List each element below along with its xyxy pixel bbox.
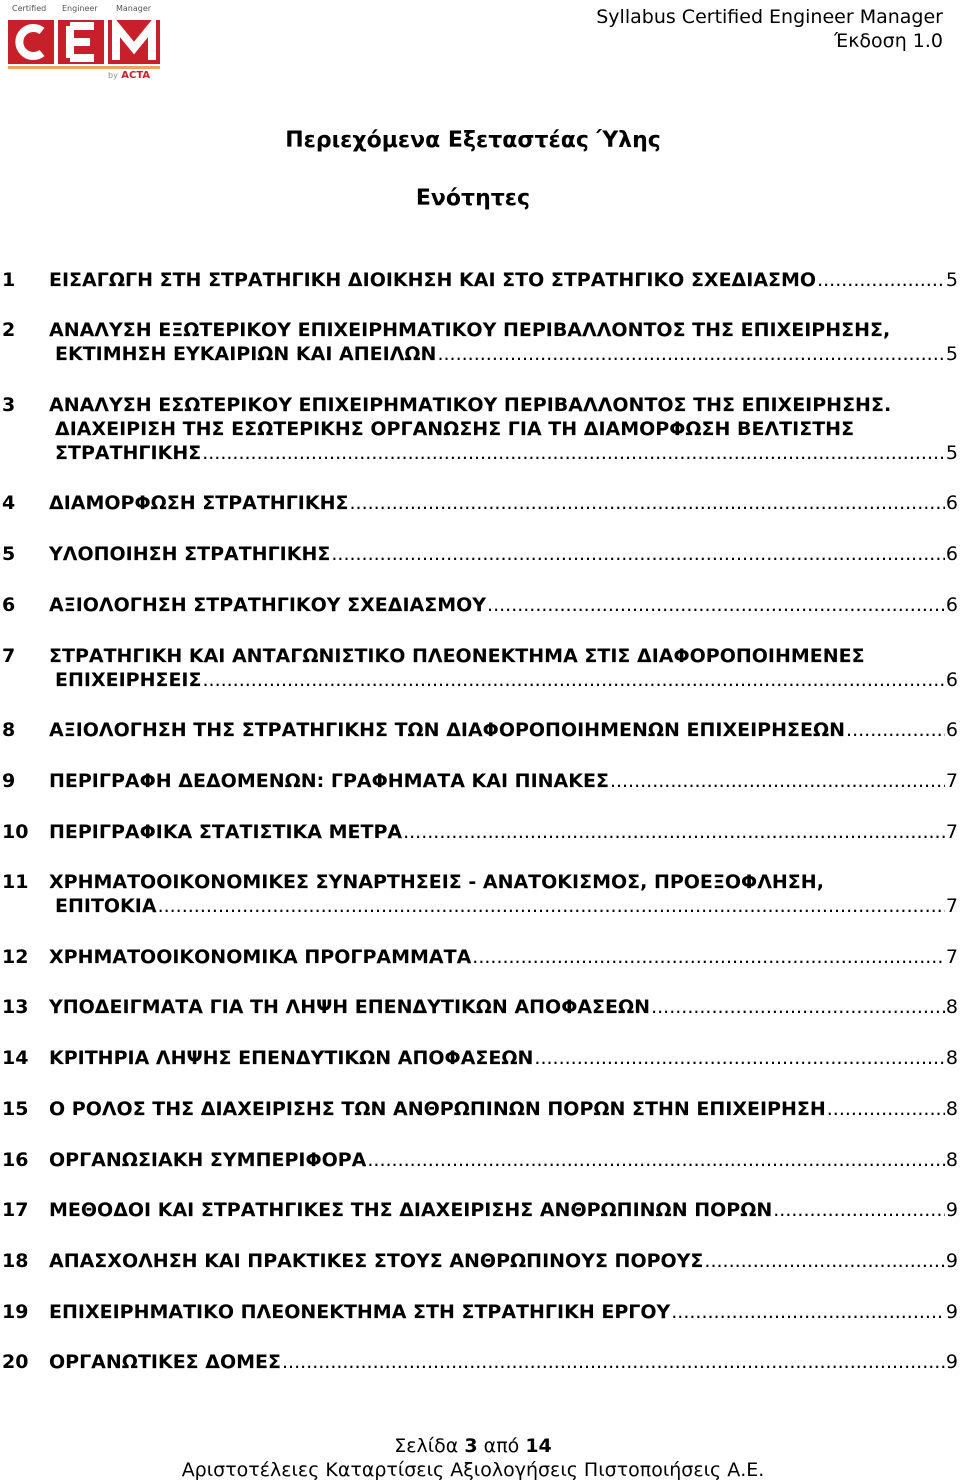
toc-entry-title: ΑΝΑΛΥΣΗ ΕΞΩΤΕΡΙΚΟΥ ΕΠΙΧΕΙΡΗΜΑΤΙΚΟΥ ΠΕΡΙΒΑΛΛΟΝΤΟΣ ΤΗΣ ΕΠΙΧΕΙΡΗΣΗΣ, xyxy=(49,319,891,341)
toc-dot-leader xyxy=(671,1300,945,1324)
toc-dot-leader xyxy=(534,1046,944,1070)
toc-entry-number: 17 xyxy=(2,1199,29,1221)
toc-entry-title: ΠΕΡΙΓΡΑΦΙΚΑ ΣΤΑΤΙΣΤΙΚΑ ΜΕΤΡΑ xyxy=(49,821,403,843)
toc-dot-leader xyxy=(331,542,945,566)
total-pages: 14 xyxy=(525,1435,552,1457)
toc-entry-title: ΑΞΙΟΛΟΓΗΣΗ ΤΗΣ ΣΤΡΑΤΗΓΙΚΗΣ ΤΩΝ ΔΙΑΦΟΡΟΠΟΙΗΜΕΝΩΝ ΕΠΙΧΕΙΡΗΣΕΩΝ xyxy=(49,719,846,741)
toc-entry-number: 10 xyxy=(2,821,29,843)
toc-entry-title: ΕΚΤΙΜΗΣΗ ΕΥΚΑΙΡΙΩΝ ΚΑΙ ΑΠΕΙΛΩΝ xyxy=(55,343,437,365)
toc-dot-leader xyxy=(704,1249,945,1273)
toc-entry-title: ΑΠΑΣΧΟΛΗΣΗ ΚΑΙ ΠΡΑΚΤΙΚΕΣ ΣΤΟΥΣ ΑΝΘΡΩΠΙΝΟΥΣ ΠΟΡΟΥΣ xyxy=(49,1250,704,1272)
toc-page-number: 8 xyxy=(945,996,958,1018)
logo-word-certified: Certified xyxy=(12,4,47,13)
toc-page-number: 5 xyxy=(945,442,958,464)
toc-entry-title: ΣΤΡΑΤΗΓΙΚΗ ΚΑΙ ΑΝΤΑΓΩΝΙΣΤΙΚΟ ΠΛΕΟΝΕΚΤΗΜΑ ΣΤΙΣ ΔΙΑΦΟΡΟΠΟΙΗΜΕΝΕΣ xyxy=(49,645,865,667)
toc-page-number: 6 xyxy=(945,543,958,565)
toc-entry-title: ΥΛΟΠΟΙΗΣΗ ΣΤΡΑΤΗΓΙΚΗΣ xyxy=(49,543,331,565)
logo-letter-c xyxy=(8,20,54,64)
toc-entry-number: 3 xyxy=(2,394,16,416)
toc-page-number: 6 xyxy=(945,719,958,741)
toc-dot-leader xyxy=(158,894,945,918)
toc-page-number: 9 xyxy=(945,1250,958,1272)
toc-dot-leader xyxy=(773,1198,945,1222)
toc-dot-leader xyxy=(202,668,944,692)
toc-entry-number: 9 xyxy=(2,770,16,792)
section-subtitle: Ενότητες xyxy=(415,186,531,211)
header-syllabus-title: Syllabus Certified Engineer Manager xyxy=(596,6,943,28)
toc-entry-number: 6 xyxy=(2,594,16,616)
logo-letters xyxy=(8,20,160,64)
logo-letter-m xyxy=(108,20,160,64)
toc-page-number: 5 xyxy=(945,343,958,365)
toc-entry-title: ΚΡΙΤΗΡΙΑ ΛΗΨΗΣ ΕΠΕΝΔΥΤΙΚΩΝ ΑΠΟΦΑΣΕΩΝ xyxy=(49,1047,534,1069)
toc-entry-title: ΧΡΗΜΑΤΟΟΙΚΟΝΟΜΙΚΑ ΠΡΟΓΡΑΜΜΑΤΑ xyxy=(49,946,472,968)
toc-entry-number: 1 xyxy=(2,269,16,291)
toc-page-number: 8 xyxy=(945,1149,958,1171)
toc-dot-leader xyxy=(202,441,945,465)
toc-entry-number: 8 xyxy=(2,719,16,741)
toc-page-number: 8 xyxy=(945,1047,958,1069)
footer-company: Αριστοτέλειες Καταρτίσεις Αξιολογήσεις Πιστοποιήσεις Α.Ε. xyxy=(181,1459,765,1481)
toc-dot-leader xyxy=(487,593,945,617)
toc-dot-leader xyxy=(437,342,944,366)
toc-dot-leader xyxy=(349,491,944,515)
toc-page-number: 7 xyxy=(945,770,958,792)
document-header xyxy=(596,5,943,53)
toc-page-number: 7 xyxy=(945,895,958,917)
toc-entry-title: ΔΙΑΜΟΡΦΩΣΗ ΣΤΡΑΤΗΓΙΚΗΣ xyxy=(49,492,349,514)
toc-page-number: 8 xyxy=(945,1098,958,1120)
toc-dot-leader xyxy=(817,268,945,292)
page-footer xyxy=(0,1434,946,1482)
toc-page-number: 5 xyxy=(945,269,958,291)
current-page: 3 xyxy=(464,1435,478,1457)
toc-entry-title: ΥΠΟΔΕΙΓΜΑΤΑ ΓΙΑ ΤΗ ΛΗΨΗ ΕΠΕΝΔΥΤΙΚΩΝ ΑΠΟΦΑΣΕΩΝ xyxy=(49,996,651,1018)
toc-entry-number: 4 xyxy=(2,492,16,514)
toc-dot-leader xyxy=(846,718,945,742)
toc-entry-title: ΕΙΣΑΓΩΓΗ ΣΤΗ ΣΤΡΑΤΗΓΙΚΗ ΔΙΟΙΚΗΣΗ ΚΑΙ ΣΤΟ ΣΤΡΑΤΗΓΙΚΟ ΣΧΕΔΙΑΣΜΟ xyxy=(49,269,817,291)
toc-dot-leader xyxy=(403,820,945,844)
toc-page-number: 7 xyxy=(945,821,958,843)
logo-word-engineer: Engineer xyxy=(62,4,98,13)
toc-page-number: 6 xyxy=(945,594,958,616)
page-title: Περιεχόμενα Εξεταστέας Ύλης xyxy=(285,128,661,153)
toc-entry-number: 19 xyxy=(2,1301,29,1323)
header-version: Έκδοση 1.0 xyxy=(834,30,943,52)
toc-page-number: 6 xyxy=(945,492,958,514)
toc-entry-title: ΠΕΡΙΓΡΑΦΗ ΔΕΔΟΜΕΝΩΝ: ΓΡΑΦΗΜΑΤΑ ΚΑΙ ΠΙΝΑΚΕΣ xyxy=(49,770,609,792)
toc-dot-leader xyxy=(282,1350,945,1374)
toc-entry-title: ΣΤΡΑΤΗΓΙΚΗΣ xyxy=(55,442,202,464)
toc-entry-title: ΑΝΑΛΥΣΗ ΕΣΩΤΕΡΙΚΟΥ ΕΠΙΧΕΙΡΗΜΑΤΙΚΟΥ ΠΕΡΙΒΑΛΛΟΝΤΟΣ ΤΗΣ ΕΠΙΧΕΙΡΗΣΗΣ. xyxy=(49,394,892,416)
toc-entry-number: 7 xyxy=(2,645,16,667)
toc-entry-number: 20 xyxy=(2,1351,29,1373)
toc-dot-leader xyxy=(472,945,945,969)
toc-entry-title: ΑΞΙΟΛΟΓΗΣΗ ΣΤΡΑΤΗΓΙΚΟΥ ΣΧΕΔΙΑΣΜΟΥ xyxy=(49,594,487,616)
toc-entry-number: 11 xyxy=(2,871,29,893)
toc-entry-number: 14 xyxy=(2,1047,29,1069)
toc-dot-leader xyxy=(610,769,945,793)
toc-entry-title: ΜΕΘΟΔΟΙ ΚΑΙ ΣΤΡΑΤΗΓΙΚΕΣ ΤΗΣ ΔΙΑΧΕΙΡΙΣΗΣ ΑΝΘΡΩΠΙΝΩΝ ΠΟΡΩΝ xyxy=(49,1199,773,1221)
cem-logo xyxy=(4,2,164,82)
toc-entry-number: 5 xyxy=(2,543,16,565)
logo-accent-bar xyxy=(8,66,160,69)
logo-letter-e xyxy=(58,20,104,64)
toc-entry-title: ΟΡΓΑΝΩΣΙΑΚΗ ΣΥΜΠΕΡΙΦΟΡΑ xyxy=(49,1149,367,1171)
toc-entry-title: ΧΡΗΜΑΤΟΟΙΚΟΝΟΜΙΚΕΣ ΣΥΝΑΡΤΗΣΕΙΣ - ΑΝΑΤΟΚΙΣΜΟΣ, ΠΡΟΕΞΟΦΛΗΣΗ, xyxy=(49,871,824,893)
toc-page-number: 7 xyxy=(945,946,958,968)
toc-entry-title: ΕΠΙΧΕΙΡΗΜΑΤΙΚΟ ΠΛΕΟΝΕΚΤΗΜΑ ΣΤΗ ΣΤΡΑΤΗΓΙΚΗ ΕΡΓΟΥ xyxy=(49,1301,671,1323)
toc-dot-leader xyxy=(651,995,945,1019)
toc-entry-title: ΔΙΑΧΕΙΡΙΣΗ ΤΗΣ ΕΣΩΤΕΡΙΚΗΣ ΟΡΓΑΝΩΣΗΣ ΓΙΑ ΤΗ ΔΙΑΜΟΡΦΩΣΗ ΒΕΛΤΙΣΤΗΣ xyxy=(55,418,855,440)
toc-page-number: 9 xyxy=(945,1301,958,1323)
logo-word-manager: Manager xyxy=(116,4,152,13)
toc-entry-number: 15 xyxy=(2,1098,29,1120)
logo-by-acta: by ACTA xyxy=(108,70,151,81)
page-number: Σελίδα 3 από 14 xyxy=(394,1435,552,1457)
toc-page-number: 6 xyxy=(945,669,958,691)
toc-page-number: 9 xyxy=(945,1351,958,1373)
toc-entry-number: 2 xyxy=(2,319,16,341)
toc-dot-leader xyxy=(827,1097,945,1121)
toc-entry-number: 13 xyxy=(2,996,29,1018)
toc-entry-title: ΕΠΙΧΕΙΡΗΣΕΙΣ xyxy=(55,669,202,691)
toc-entry-number: 12 xyxy=(2,946,29,968)
toc-entry-title: ΟΡΓΑΝΩΤΙΚΕΣ ΔΟΜΕΣ xyxy=(49,1351,281,1373)
toc-dot-leader xyxy=(367,1148,945,1172)
toc-entry-title: ΕΠΙΤΟΚΙΑ xyxy=(55,895,157,917)
toc-entry-number: 18 xyxy=(2,1250,29,1272)
toc-entry-number: 16 xyxy=(2,1149,29,1171)
toc-page-number: 9 xyxy=(945,1199,958,1221)
toc-entry-title: Ο ΡΟΛΟΣ ΤΗΣ ΔΙΑΧΕΙΡΙΣΗΣ ΤΩΝ ΑΝΘΡΩΠΙΝΩΝ ΠΟΡΩΝ ΣΤΗΝ ΕΠΙΧΕΙΡΗΣΗ xyxy=(49,1098,826,1120)
